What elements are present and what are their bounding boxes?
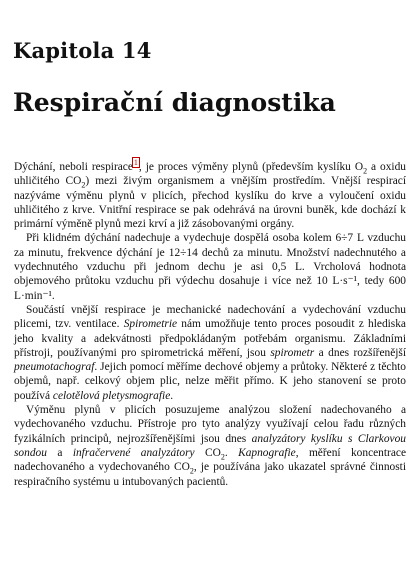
paragraph-1: Dýchání, neboli respirace$^1$, je proces výměny plynů (především kyslíku $O_2$ a oxidu uhličitého $CO_2$) mezi živým organismem a vnějším prostředím. Vnější respirací nazýváme výměnu plynů v plicích, přechod kyslíku do krve a vyloučení oxidu uhličitého z krve. Vnitřní respirace se pak odehrává na úrovni buněk, kde dochází k primární výměně plynů mezi krví a již zásobovanými orgány.: [14, 158, 406, 231]
paragraph-3: Součástí vnější respirace je mechanické nadechování a vydechování vzduchu plicemi, tzv. ventilace. Spirometrie nám umožňuje tento proces posoudit z hlediska jeho kvality a adekvátnosti předpokládaným potřebám organismu. Základními přístroji, používanými pro spirometrická měření, jsou spirometr a dnes rozšířenější pneumotachograf. Jejich pomocí měříme dechové objemy a průtoky. Některé z těchto objemů, např. celkový objem plic, nelze měřit přímo. K jeho stanovení se proto používá celotělová pletysmografie.: [14, 303, 407, 402]
chapter-body: [14, 160, 406, 489]
paragraph-2: Při klidném dýchání nadechuje a vydechuje dospělá osoba kolem 6÷7 L vzduchu za minutu, frekvence dýchání je 12÷14 dechů za minutu. Množství nadechnutého a vydechnutého vzduchu při jednom dechu je asi 0,5 L. Vrcholová hodnota objemového průtoku vzduchu při výdechu dosahuje i více než 10 L·s⁻¹, tedy 600 L·min⁻¹.: [14, 232, 406, 302]
chapter-title: Respirační diagnostika: [13, 88, 336, 117]
footnote-link[interactable]: 1: [133, 158, 138, 168]
chapter-label: Kapitola 14: [13, 38, 152, 63]
paragraph-4: Výměnu plynů v plicích posuzujeme analýzou složení nadechovaného a vydechovaného vzduchu. Přístroje pro tyto analýzy využívají celou řadu různých fyzikálních principů, nejrozšířenějšími jsou dnes analyzátory kyslíku s Clarkovou sondou a infračervené analyzátory $CO_2$. Kapnografie, měření koncentrace nadechovaného a vydechovaného $CO_2$, je používána jako ukazatel správné činnosti respiračního systému u intubovaných pacientů.: [14, 404, 407, 488]
